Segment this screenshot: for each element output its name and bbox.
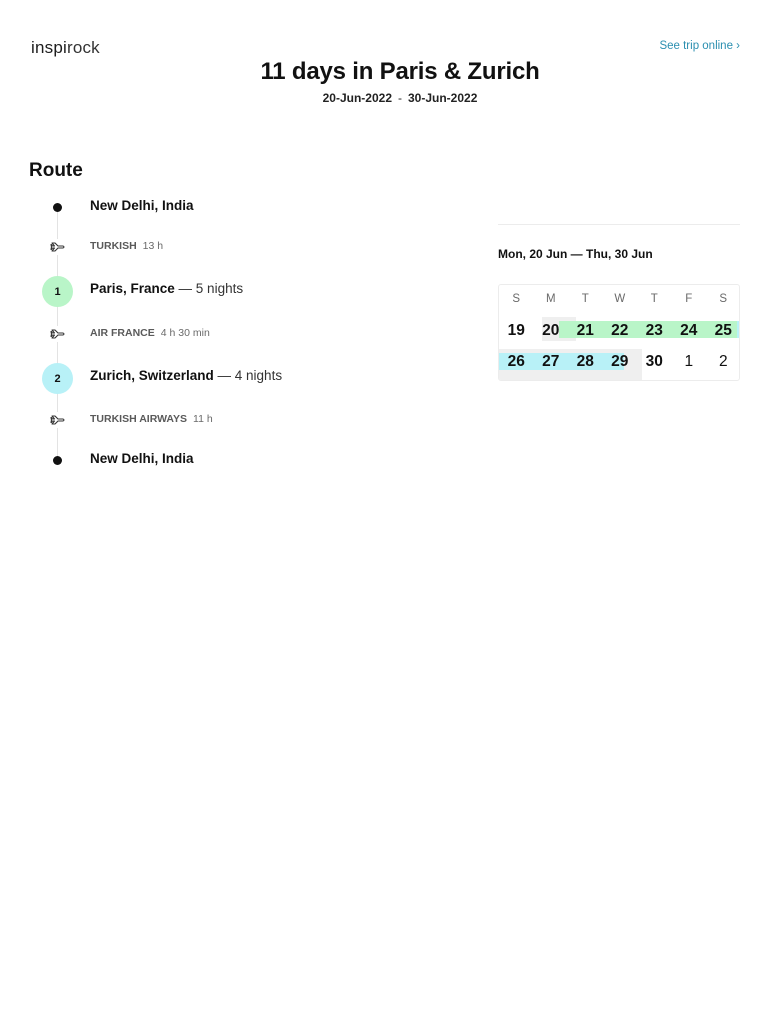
weekday-wed: W (614, 293, 626, 305)
calendar-day: 23 (645, 322, 663, 339)
calendar-day: 2 (718, 353, 728, 370)
route-stop-1[interactable] (0, 276, 470, 310)
flight-3-carrier: TURKISH AIRWAYS (90, 413, 188, 425)
stop-1-place: Paris, France (90, 281, 175, 296)
trip-calendar (498, 284, 740, 381)
stop-2-place: Zurich, Switzerland (90, 368, 214, 383)
stop-2-number-badge: 2 (42, 363, 73, 394)
destination-label (90, 451, 194, 466)
origin-dot-icon (53, 203, 62, 212)
see-trip-online-link[interactable]: See trip online › (659, 40, 740, 52)
inspirock-logo[interactable] (31, 38, 100, 58)
trip-start-date: 20-Jun-2022 (322, 91, 392, 105)
route-origin (0, 196, 470, 230)
date-separator: - (398, 91, 402, 105)
calendar-day: 30 (645, 353, 663, 370)
origin-place: New Delhi, India (90, 198, 194, 213)
flight-2-carrier: AIR FRANCE (90, 327, 155, 339)
calendar-day: 22 (611, 322, 629, 339)
destination-place: New Delhi, India (90, 451, 194, 466)
flight-2-info (90, 327, 210, 339)
route-destination (0, 449, 470, 483)
calendar-day: 20 (542, 322, 560, 339)
stop-2-label (90, 368, 282, 383)
flight-1-info (90, 240, 163, 252)
logo-text-inspi: inspi (31, 38, 67, 57)
panel-divider (498, 224, 740, 225)
flight-2-duration: 4 h 30 min (160, 327, 210, 339)
flight-3-duration: 11 h (193, 413, 213, 425)
airplane-icon (50, 239, 66, 255)
route-flight-1 (0, 238, 470, 258)
route-flight-2 (0, 325, 470, 345)
flight-1-duration: 13 h (142, 240, 164, 252)
calendar-day: 26 (507, 353, 525, 370)
airplane-icon (50, 412, 66, 428)
calendar-day: 27 (542, 353, 560, 370)
route-flight-3 (0, 411, 470, 431)
weekday-mon: M (545, 293, 556, 305)
calendar-day: 28 (576, 353, 594, 370)
calendar-date-range: Mon, 20 Jun — Thu, 30 Jun (498, 247, 653, 261)
stop-1-nights: — 5 nights (174, 281, 244, 296)
calendar-day: 1 (684, 353, 694, 370)
flight-1-carrier: TURKISH (90, 240, 137, 252)
route-stop-2[interactable] (0, 362, 470, 396)
stop-1-number-badge: 1 (42, 276, 73, 307)
calendar-day: 29 (611, 353, 629, 370)
calendar-day: 19 (507, 322, 525, 339)
calendar-day: 21 (576, 322, 594, 339)
calendar-day: 24 (680, 322, 698, 339)
trip-end-date: 30-Jun-2022 (408, 91, 478, 105)
destination-dot-icon (53, 456, 62, 465)
stop-2-nights: — 4 nights (213, 368, 283, 383)
weekday-fri: F (685, 293, 693, 305)
weekday-tue: T (581, 293, 589, 305)
route-heading: Route (29, 160, 83, 181)
weekday-sun: S (512, 293, 521, 305)
logo-text-rock: rock (66, 38, 100, 57)
trip-dates (0, 91, 768, 105)
weekday-thu: T (650, 293, 658, 305)
flight-3-info (90, 413, 213, 425)
calendar-day: 25 (714, 322, 732, 339)
trip-title: 11 days in Paris & Zurich (260, 58, 540, 85)
origin-label (90, 198, 194, 213)
airplane-icon (50, 326, 66, 342)
stop-1-label (90, 281, 243, 296)
weekday-sat: S (719, 293, 728, 305)
